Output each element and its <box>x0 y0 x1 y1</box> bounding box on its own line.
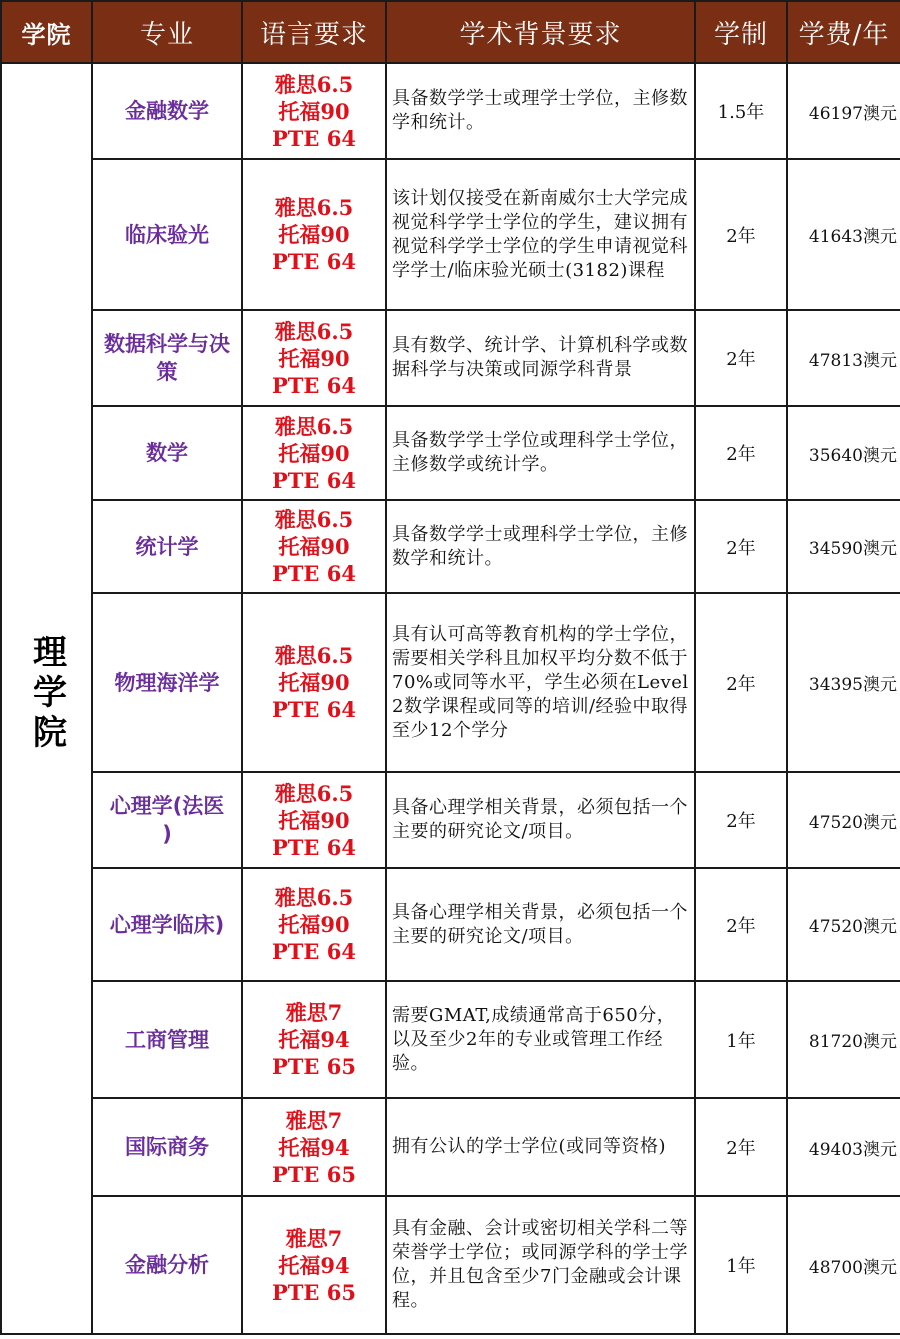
language-cell <box>242 981 386 1098</box>
table-row <box>1 1196 900 1334</box>
background-cell: 具备数学学士学位或理科学士学位，主修数学或统计学。 <box>386 406 695 500</box>
language-cell <box>242 310 386 406</box>
ielts-score: 雅思6.5 <box>274 318 354 344</box>
pte-score: PTE 65 <box>272 1054 356 1079</box>
background-cell: 具有金融、会计或密切相关学科二等荣誉学士学位；或同源学科的学士学位，并且包含至少7门金融或会计课程。 <box>386 1196 695 1334</box>
toefl-score: 托福90 <box>278 534 350 559</box>
fee-cell: 47520澳元 <box>787 772 900 868</box>
major-cell: 统计学 <box>92 500 242 593</box>
duration-cell: 2年 <box>695 1098 787 1196</box>
table-row <box>1 772 900 868</box>
header-major: 专业 <box>92 1 242 63</box>
duration-cell: 1年 <box>695 1196 787 1334</box>
major-cell: 物理海洋学 <box>92 593 242 772</box>
toefl-score: 托福90 <box>278 670 350 695</box>
fee-cell: 49403澳元 <box>787 1098 900 1196</box>
fee-cell: 34395澳元 <box>787 593 900 772</box>
duration-cell: 2年 <box>695 772 787 868</box>
toefl-score: 托福90 <box>278 345 350 371</box>
ielts-score: 雅思7 <box>285 1000 343 1025</box>
ielts-score: 雅思6.5 <box>274 885 354 910</box>
language-cell <box>242 406 386 500</box>
background-cell: 具备数学学士或理学士学位，主修数学和统计。 <box>386 63 695 159</box>
header-row <box>1 1 900 63</box>
table-row <box>1 593 900 772</box>
table-row <box>1 500 900 593</box>
ielts-score: 雅思7 <box>285 1107 343 1133</box>
language-cell <box>242 500 386 593</box>
major-cell: 国际商务 <box>92 1098 242 1196</box>
pte-score: PTE 64 <box>272 467 356 493</box>
ielts-score: 雅思7 <box>285 1225 343 1251</box>
table-row <box>1 981 900 1098</box>
pte-score: PTE 64 <box>272 125 356 151</box>
background-cell: 具备心理学相关背景，必须包括一个主要的研究论文/项目。 <box>386 772 695 868</box>
language-cell <box>242 63 386 159</box>
pte-score: PTE 65 <box>272 1161 356 1187</box>
pte-score: PTE 64 <box>272 249 356 274</box>
table-row <box>1 159 900 310</box>
pte-score: PTE 64 <box>272 561 356 586</box>
toefl-score: 托福90 <box>278 807 350 833</box>
background-cell: 拥有公认的学士学位(或同等资格) <box>386 1098 695 1196</box>
toefl-score: 托福90 <box>278 222 350 247</box>
ielts-score: 雅思6.5 <box>274 71 354 97</box>
duration-cell: 1.5年 <box>695 63 787 159</box>
fee-cell: 35640澳元 <box>787 406 900 500</box>
fee-cell: 47813澳元 <box>787 310 900 406</box>
fee-cell: 46197澳元 <box>787 63 900 159</box>
major-cell: 金融分析 <box>92 1196 242 1334</box>
language-cell <box>242 1196 386 1334</box>
table-row <box>1 310 900 406</box>
major-cell: 心理学临床) <box>92 868 242 981</box>
toefl-score: 托福90 <box>278 440 350 466</box>
fee-cell: 81720澳元 <box>787 981 900 1098</box>
toefl-score: 托福94 <box>278 1134 350 1160</box>
ielts-score: 雅思6.5 <box>274 780 354 806</box>
ielts-score: 雅思6.5 <box>274 413 354 439</box>
major-cell: 临床验光 <box>92 159 242 310</box>
fee-cell: 41643澳元 <box>787 159 900 310</box>
background-cell: 具有数学、统计学、计算机科学或数据科学与决策或同源学科背景 <box>386 310 695 406</box>
background-cell: 该计划仅接受在新南威尔士大学完成视觉科学学士学位的学生，建议拥有视觉科学学士学位的学生申请视觉科学学士/临床验光硕士(3182)课程 <box>386 159 695 310</box>
language-cell <box>242 593 386 772</box>
ielts-score: 雅思6.5 <box>274 507 354 532</box>
background-cell: 需要GMAT,成绩通常高于650分，以及至少2年的专业或管理工作经验。 <box>386 981 695 1098</box>
language-cell <box>242 772 386 868</box>
fee-cell: 48700澳元 <box>787 1196 900 1334</box>
background-cell: 具有认可高等教育机构的学士学位，需要相关学科且加权平均分数不低于70%或同等水平，学生必须在Level 2数学课程或同等的培训/经验中取得至少12个学分 <box>386 593 695 772</box>
fee-cell: 47520澳元 <box>787 868 900 981</box>
pte-score: PTE 64 <box>272 697 356 722</box>
major-cell: 心理学(法医 ) <box>92 772 242 868</box>
major-cell: 金融数学 <box>92 63 242 159</box>
major-cell: 数据科学与决策 <box>92 310 242 406</box>
header-fee: 学费/年 <box>787 1 900 63</box>
duration-cell: 2年 <box>695 500 787 593</box>
fee-cell: 34590澳元 <box>787 500 900 593</box>
toefl-score: 托福90 <box>278 912 350 937</box>
table-row <box>1 868 900 981</box>
duration-cell: 2年 <box>695 159 787 310</box>
duration-cell: 2年 <box>695 868 787 981</box>
ielts-score: 雅思6.5 <box>274 643 354 668</box>
toefl-score: 托福90 <box>278 98 350 124</box>
header-college: 学院 <box>1 1 92 63</box>
pte-score: PTE 65 <box>272 1279 356 1305</box>
toefl-score: 托福94 <box>278 1027 350 1052</box>
major-cell: 工商管理 <box>92 981 242 1098</box>
college-name: 理学院 <box>26 633 67 754</box>
language-cell <box>242 868 386 981</box>
header-language: 语言要求 <box>242 1 386 63</box>
pte-score: PTE 64 <box>272 834 356 860</box>
ielts-score: 雅思6.5 <box>274 195 354 220</box>
duration-cell: 2年 <box>695 310 787 406</box>
college-cell <box>1 63 92 1334</box>
language-cell <box>242 1098 386 1196</box>
header-background: 学术背景要求 <box>386 1 695 63</box>
pte-score: PTE 64 <box>272 372 356 398</box>
table-row <box>1 1098 900 1196</box>
background-cell: 具备数学学士或理科学士学位，主修数学和统计。 <box>386 500 695 593</box>
table-row <box>1 406 900 500</box>
duration-cell: 2年 <box>695 593 787 772</box>
major-cell: 数学 <box>92 406 242 500</box>
duration-cell: 2年 <box>695 406 787 500</box>
header-duration: 学制 <box>695 1 787 63</box>
table-row <box>1 63 900 159</box>
toefl-score: 托福94 <box>278 1252 350 1278</box>
background-cell: 具备心理学相关背景，必须包括一个主要的研究论文/项目。 <box>386 868 695 981</box>
pte-score: PTE 64 <box>272 939 356 964</box>
language-cell <box>242 159 386 310</box>
duration-cell: 1年 <box>695 981 787 1098</box>
